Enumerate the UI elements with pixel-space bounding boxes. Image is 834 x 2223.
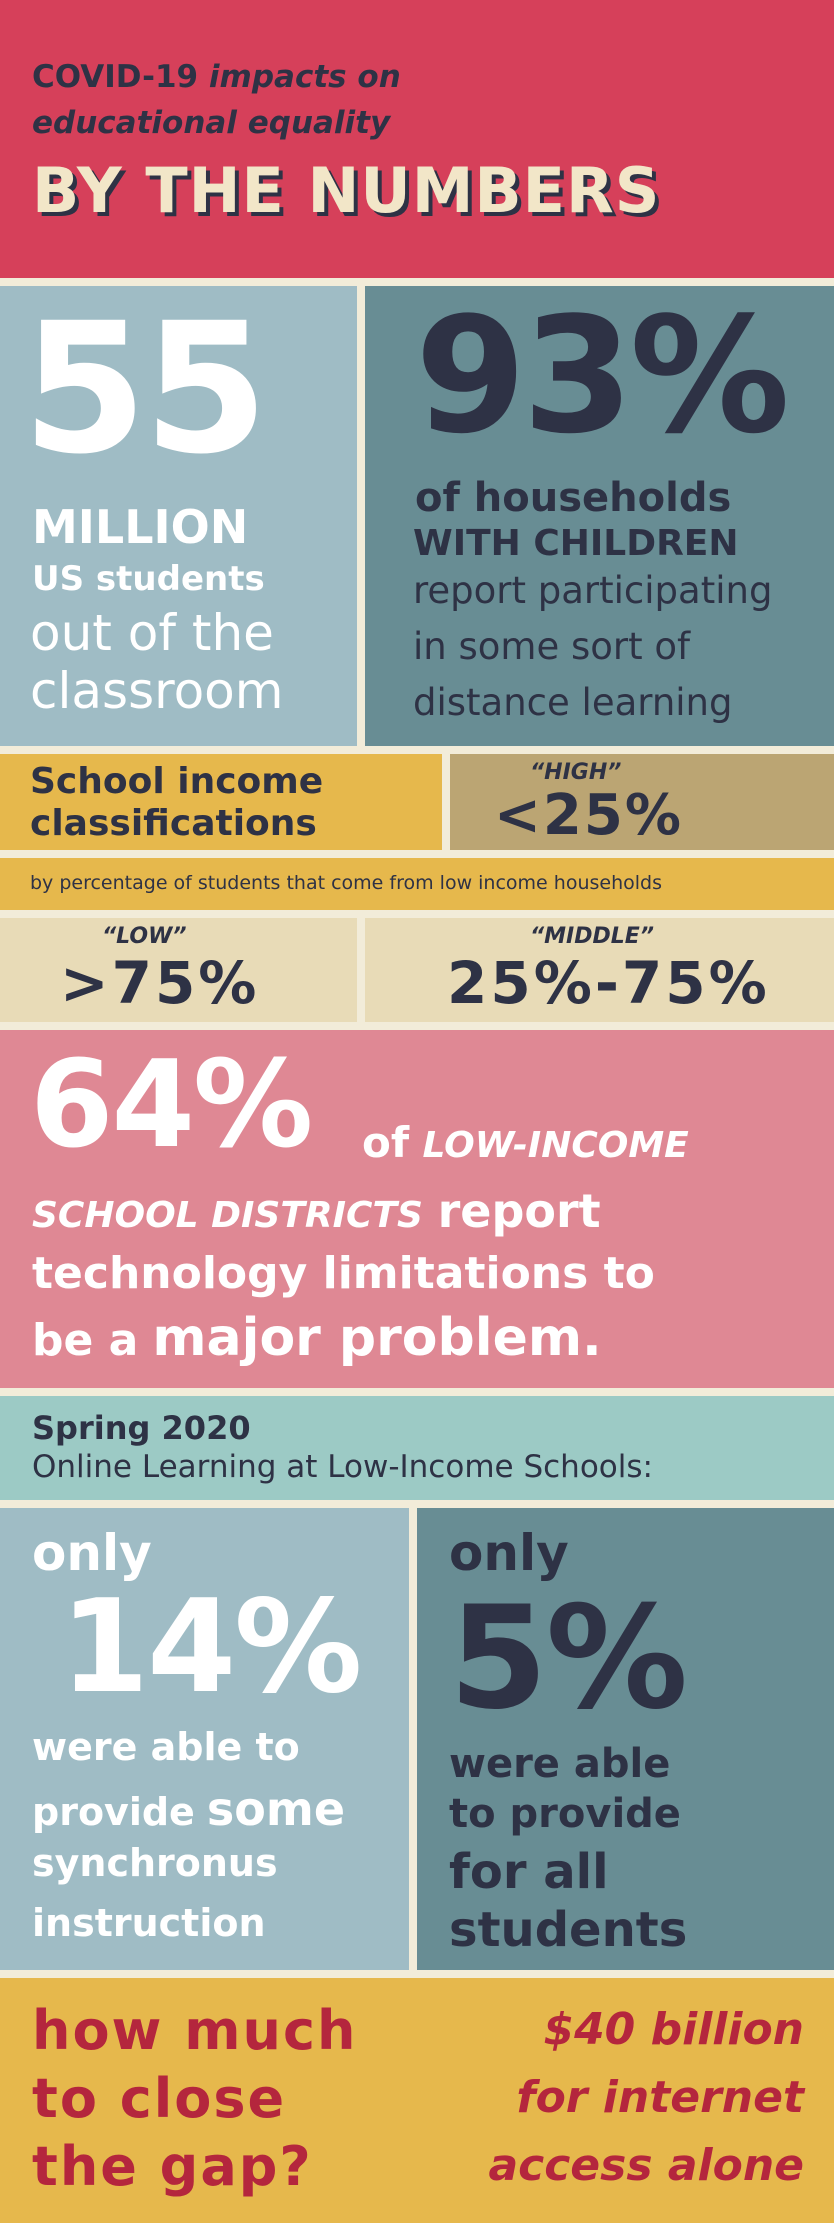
districts-low-income: LOW-INCOME (422, 1125, 689, 1166)
subtitle-impacts: impacts on (208, 59, 401, 95)
students-line-3: classroom (30, 662, 284, 720)
students-number: 55 (22, 286, 265, 494)
districts-stat-card (0, 1030, 834, 1388)
income-high-card (450, 754, 834, 850)
households-percent: 93% (415, 286, 786, 469)
income-heading-card (0, 754, 442, 850)
income-caption: by percentage of students that come from low income households (30, 872, 662, 894)
households-line-2: WITH CHILDREN (413, 523, 739, 564)
districts-school-districts: SCHOOL DISTRICTS (32, 1195, 423, 1236)
income-low-label: “LOW” (102, 924, 187, 949)
income-middle-card (365, 918, 834, 1022)
sync-only: only (32, 1524, 152, 1582)
income-heading-line-2: classifications (30, 803, 317, 844)
sync-line-2 (32, 1782, 346, 1836)
all-percent: 5% (449, 1576, 687, 1741)
footer-question-line-3: the gap? (32, 2135, 313, 2198)
footer-answer-line-2: for internet (516, 2072, 804, 2123)
sync-percent: 14% (60, 1573, 361, 1722)
all-line-1: were able (449, 1741, 671, 1787)
sync-line-1: were able to (32, 1725, 300, 1769)
footer-question-line-2: to close (32, 2067, 287, 2130)
all-line-4: students (449, 1902, 688, 1958)
students-stat-card (0, 286, 357, 746)
income-low-value: >75% (60, 949, 260, 1017)
income-middle-label: “MIDDLE” (530, 924, 654, 949)
households-stat-card (365, 286, 834, 746)
districts-line-2 (32, 1184, 601, 1238)
footer-answer-line-1: $40 billion (543, 2004, 804, 2055)
footer-answer-line-3: access alone (488, 2140, 804, 2191)
footer-question-line-1: how much (32, 1999, 358, 2062)
income-caption-bar (0, 858, 834, 910)
districts-line-1 (362, 1118, 689, 1167)
spring-subtitle: Online Learning at Low-Income Schools: (32, 1449, 653, 1485)
footer-banner (0, 1978, 834, 2223)
page-title: BY THE NUMBERS (32, 154, 661, 227)
sync-line-4: instruction (32, 1901, 266, 1945)
all-students-stat-card (417, 1508, 834, 1970)
students-line-1: US students (32, 559, 265, 599)
districts-be-a: be a (32, 1315, 139, 1366)
spring-heading-bar (0, 1396, 834, 1500)
income-low-card (0, 918, 357, 1022)
districts-line-3: technology limitations to (32, 1248, 655, 1299)
sync-stat-card (0, 1508, 409, 1970)
households-line-3: report participating (413, 569, 773, 612)
income-high-label: “HIGH” (530, 760, 622, 785)
students-line-2: out of the (30, 604, 274, 662)
households-line-4: in some sort of (413, 625, 691, 668)
households-line-5: distance learning (413, 681, 733, 724)
subtitle-line-2: educational equality (32, 105, 391, 141)
districts-of: of (362, 1118, 410, 1167)
subtitle-covid: COVID-19 (32, 59, 199, 95)
districts-line-4 (32, 1308, 602, 1368)
sync-line-3: synchronus (32, 1841, 278, 1885)
income-heading-line-1: School income (30, 761, 324, 802)
districts-report: report (437, 1184, 601, 1238)
header-banner (0, 0, 834, 278)
all-line-2: to provide (449, 1791, 681, 1837)
districts-percent: 64% (30, 1036, 312, 1175)
students-unit: MILLION (32, 500, 249, 554)
subtitle-line-1 (32, 59, 401, 95)
sync-provide: provide (32, 1790, 195, 1834)
all-line-3: for all (449, 1844, 609, 1900)
income-high-value: <25% (494, 783, 683, 848)
districts-major-problem: major problem. (152, 1308, 602, 1368)
spring-title: Spring 2020 (32, 1409, 251, 1447)
income-middle-value: 25%-75% (447, 949, 770, 1017)
all-only: only (449, 1524, 569, 1582)
sync-some: some (206, 1782, 346, 1836)
households-line-1: of households (415, 475, 732, 521)
